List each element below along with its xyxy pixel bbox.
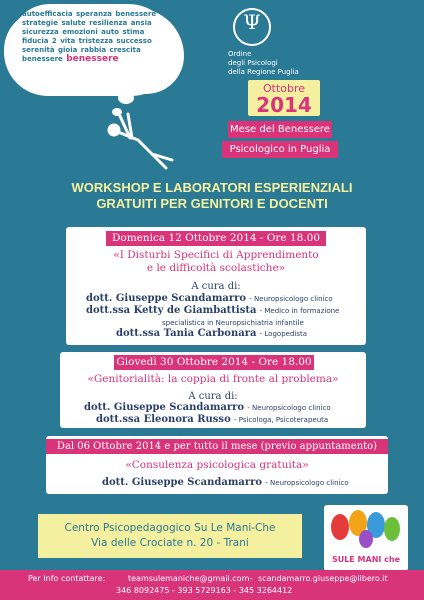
month-badge (248, 80, 320, 116)
headline-line-2: GRATUITI PER GENITORI E DOCENTI (96, 196, 328, 211)
event-title-line-2: e le difficoltà scolastiche» (146, 262, 286, 274)
event-title: «Consulenza psicologica gratuita» (125, 459, 309, 471)
footer-email-2[interactable]: scandamarro.giuseppe@libero.it (258, 574, 388, 583)
mese-line-2: Psicologico in Puglia (222, 141, 338, 158)
event-card-1 (66, 227, 366, 345)
event-card-3 (46, 436, 388, 494)
event-title-line-1: «I Disturbi Specifici di Apprendimento (113, 249, 319, 261)
psi-icon: Ψ (243, 10, 261, 34)
speaker-row: dott. Giuseppe Scandamarro - Neuropsicologo clinico (86, 293, 333, 304)
speaker-role-2: specialistica in Neuropsichiatria infantile (162, 319, 304, 327)
speaker-row: dott.ssa Tania Carbonara - Logopedista (116, 328, 308, 339)
footer-label: Per Info contattare: (28, 574, 106, 583)
address-line-1: Centro Psicopedagogico Su Le Mani-Che (64, 522, 276, 534)
speaker-row: dott. Giuseppe Scandamarro - Neuropsicologo clinico (84, 402, 331, 413)
person-silhouette-icon (80, 96, 180, 176)
speaker-row: dott. Giuseppe Scandamarro - Neuropsicologo clinico (102, 477, 349, 488)
a-cura-di: A cura di: (191, 281, 241, 292)
event-date: Giovedì 30 Ottobre 2014 - Ore 18.00 (114, 355, 314, 370)
footer-email-1[interactable]: teamsulemaniche@gmail.com (128, 574, 250, 583)
mese-line-1: Mese del Benessere (228, 121, 332, 138)
year-label: 2014 (256, 93, 312, 117)
word-cloud: autoefficacia speranza benessere strategie salute resilienza ansia sicurezza emozioni auto stima fiducia 2 vita tristezza successo serenità gioia rabbia crescita benessere benessere (22, 10, 157, 64)
event-card-2 (60, 352, 366, 428)
month-label: Ottobre (262, 82, 306, 95)
speaker-row: dott.ssa Ketty de Giambattista - Medico in formazione (86, 305, 340, 316)
address-line-2: Via delle Crociate n. 20 - Trani (91, 537, 249, 549)
footer-separator: - (250, 574, 253, 583)
footer (0, 570, 424, 600)
footer-phones: 346 8092475 - 393 5729163 - 345 3264412 (116, 586, 293, 595)
event-title: «Genitorialità: la coppia di fronte al problema» (87, 373, 339, 385)
a-cura-di: A cura di: (188, 391, 238, 402)
event-date: Domenica 12 Ottobre 2014 - Ore 18.00 (106, 231, 326, 246)
headline-line-1: WORKSHOP E LABORATORI ESPERIENZIALI (71, 180, 353, 195)
event-date: Dal 06 Ottobre 2014 e per tutto il mese (previo appuntamento) (46, 439, 388, 454)
hands-logo (324, 505, 408, 571)
ordine-text: Ordine degli Psicologi della Regione Puglia (228, 50, 299, 76)
address-box (38, 514, 302, 558)
hands-logo-text: SULE MANI che (331, 555, 401, 564)
speaker-row: dott.ssa Eleonora Russo - Psicologa, Psicoterapeuta (96, 414, 329, 425)
